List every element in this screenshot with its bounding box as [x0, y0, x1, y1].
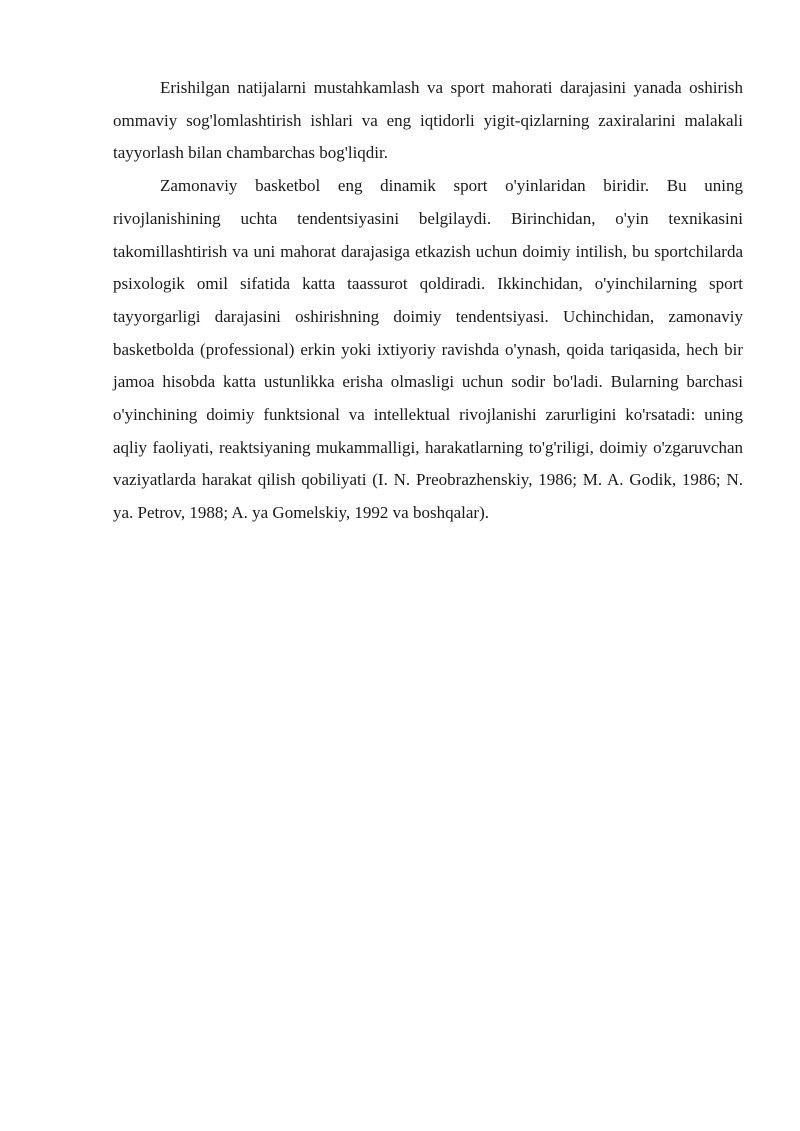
paragraph-2: Zamonaviy basketbol eng dinamik sport o'yinlaridan biridir. Bu uning rivojlanishining uchta tendentsiyasini belgilaydi. Birinchidan, o'yin texnikasini takomillashtirish va uni mahorat darajasiga etkazish uchun doimiy intilish, bu sportchilarda psixologik omil sifatida katta taassurot qoldiradi. Ikkinchidan, o'yinchilarning sport tayyorgarligi darajasini oshirishning doimiy tendentsiyasi. Uchinchidan, zamonaviy basketbolda (professional) erkin yoki ixtiyoriy ravishda o'ynash, qoida tariqasida, hech bir jamoa hisobda katta ustunlikka erisha olmasligi uchun sodir bo'ladi. Bularning barchasi o'yinchining doimiy funktsional va intellektual rivojlanishi zarurligini ko'rsatadi: uning aqliy faoliyati, reaktsiyaning mukammalligi, harakatlarning to'g'riligi, doimiy o'zgaruvchan vaziyatlarda harakat qilish qobiliyati (I. N. Preobrazhenskiy, 1986; M. A. Godik, 1986; N. ya. Petrov, 1988; A. ya Gomelskiy, 1992 va boshqalar). [113, 176, 743, 523]
paragraph-1: Erishilgan natijalarni mustahkamlash va sport mahorati darajasini yanada oshirish ommaviy sog'lomlashtirish ishlari va eng iqtidorli yigit-qizlarning zaxiralarini malakali tayyorlash bilan chambarchas bog'liqdir. [113, 78, 743, 163]
document-body [113, 72, 743, 530]
